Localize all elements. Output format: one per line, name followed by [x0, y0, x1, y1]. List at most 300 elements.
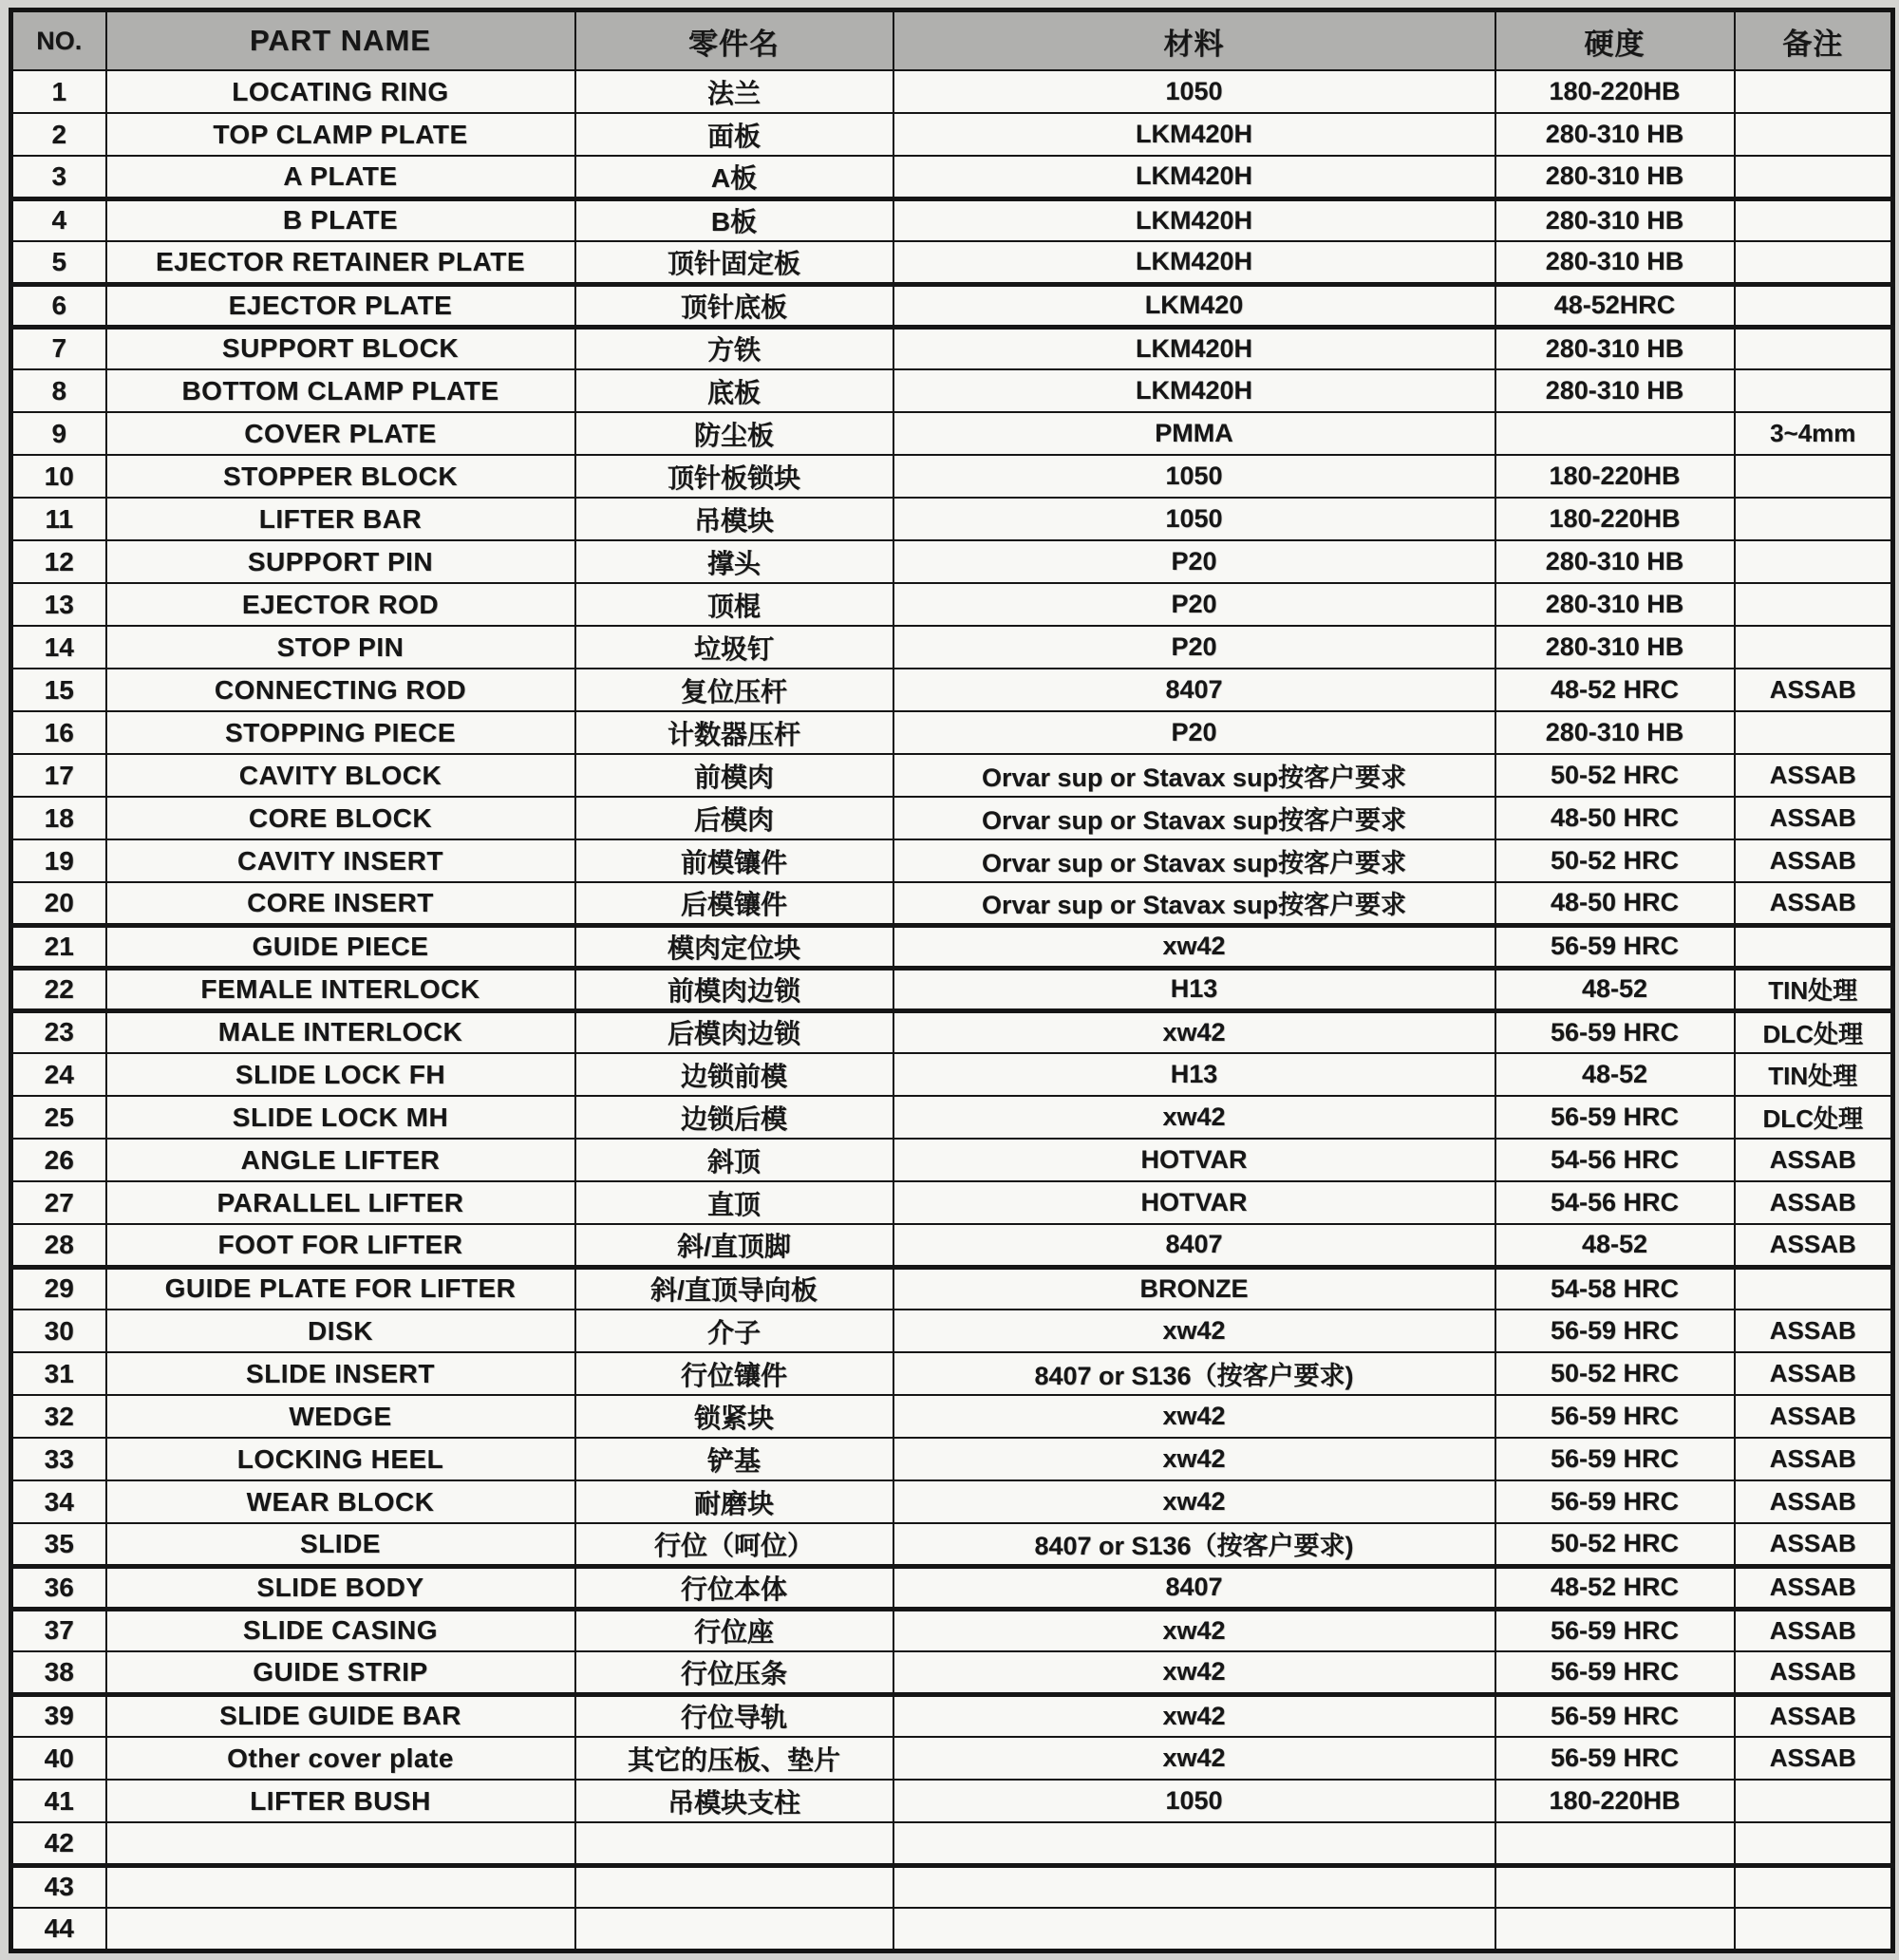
- cell-cn-name: 法兰: [575, 70, 893, 113]
- cell-hardness: 56-59 HRC: [1495, 1480, 1735, 1523]
- cell-remark: [1735, 156, 1893, 198]
- cell-hardness: 54-56 HRC: [1495, 1181, 1735, 1224]
- table-row: [11, 412, 1893, 455]
- cell-no: 44: [11, 1908, 106, 1951]
- cell-no: 28: [11, 1224, 106, 1267]
- table-row: [11, 1438, 1893, 1480]
- cell-cn-name: 锁紧块: [575, 1395, 893, 1438]
- table-row: [11, 1609, 1893, 1651]
- table-row: [11, 1780, 1893, 1822]
- cell-cn-name: [575, 1908, 893, 1951]
- cell-hardness: 48-50 HRC: [1495, 882, 1735, 925]
- cell-hardness: 180-220HB: [1495, 455, 1735, 498]
- cell-no: 6: [11, 284, 106, 327]
- cell-material: P20: [893, 711, 1495, 754]
- cell-material: P20: [893, 583, 1495, 626]
- cell-no: 20: [11, 882, 106, 925]
- cell-hardness: 280-310 HB: [1495, 626, 1735, 669]
- cell-part-name: EJECTOR ROD: [106, 583, 575, 626]
- table-row: [11, 284, 1893, 327]
- table-row: [11, 455, 1893, 498]
- table-row: [11, 754, 1893, 797]
- cell-no: 7: [11, 327, 106, 369]
- cell-part-name: GUIDE PLATE FOR LIFTER: [106, 1267, 575, 1310]
- table-row: [11, 1267, 1893, 1310]
- cell-remark: ASSAB: [1735, 1224, 1893, 1267]
- cell-hardness: 56-59 HRC: [1495, 1609, 1735, 1651]
- cell-part-name: GUIDE PIECE: [106, 925, 575, 968]
- cell-part-name: A PLATE: [106, 156, 575, 198]
- cell-remark: [1735, 455, 1893, 498]
- table-row: [11, 1822, 1893, 1865]
- cell-remark: [1735, 925, 1893, 968]
- cell-no: 24: [11, 1053, 106, 1096]
- cell-part-name: SUPPORT BLOCK: [106, 327, 575, 369]
- cell-part-name: CORE INSERT: [106, 882, 575, 925]
- cell-cn-name: 斜/直顶导向板: [575, 1267, 893, 1310]
- table-row: [11, 1694, 1893, 1737]
- cell-part-name: B PLATE: [106, 198, 575, 241]
- cell-remark: [1735, 198, 1893, 241]
- table-row: [11, 797, 1893, 839]
- cell-part-name: EJECTOR RETAINER PLATE: [106, 241, 575, 284]
- cell-part-name: SLIDE: [106, 1523, 575, 1566]
- cell-no: 39: [11, 1694, 106, 1737]
- cell-part-name: LOCKING HEEL: [106, 1438, 575, 1480]
- cell-hardness: 56-59 HRC: [1495, 925, 1735, 968]
- cell-hardness: 56-59 HRC: [1495, 1438, 1735, 1480]
- table-row: [11, 968, 1893, 1010]
- cell-remark: ASSAB: [1735, 1139, 1893, 1181]
- cell-part-name: BOTTOM CLAMP PLATE: [106, 369, 575, 412]
- cell-part-name: CAVITY INSERT: [106, 839, 575, 882]
- cell-material: 1050: [893, 498, 1495, 540]
- cell-remark: [1735, 540, 1893, 583]
- cell-no: 5: [11, 241, 106, 284]
- cell-part-name: CAVITY BLOCK: [106, 754, 575, 797]
- cell-part-name: SUPPORT PIN: [106, 540, 575, 583]
- cell-remark: ASSAB: [1735, 1480, 1893, 1523]
- cell-remark: ASSAB: [1735, 1566, 1893, 1609]
- cell-no: 23: [11, 1010, 106, 1053]
- cell-hardness: 48-52 HRC: [1495, 1566, 1735, 1609]
- table-row: [11, 839, 1893, 882]
- cell-cn-name: 行位压条: [575, 1651, 893, 1694]
- cell-part-name: SLIDE LOCK MH: [106, 1096, 575, 1139]
- cell-hardness: 280-310 HB: [1495, 198, 1735, 241]
- cell-cn-name: 面板: [575, 113, 893, 156]
- table-row: [11, 113, 1893, 156]
- cell-remark: [1735, 113, 1893, 156]
- cell-hardness: 280-310 HB: [1495, 369, 1735, 412]
- cell-part-name: SLIDE CASING: [106, 1609, 575, 1651]
- cell-hardness: 180-220HB: [1495, 70, 1735, 113]
- cell-material: H13: [893, 968, 1495, 1010]
- cell-hardness: [1495, 1908, 1735, 1951]
- cell-cn-name: 行位本体: [575, 1566, 893, 1609]
- cell-cn-name: 底板: [575, 369, 893, 412]
- cell-no: 43: [11, 1865, 106, 1908]
- header-no: NO.: [11, 10, 106, 71]
- cell-material: [893, 1865, 1495, 1908]
- table-row: [11, 1651, 1893, 1694]
- cell-remark: [1735, 1780, 1893, 1822]
- cell-part-name: MALE INTERLOCK: [106, 1010, 575, 1053]
- table-row: [11, 241, 1893, 284]
- cell-cn-name: 其它的压板、垫片: [575, 1737, 893, 1780]
- cell-cn-name: 行位座: [575, 1609, 893, 1651]
- cell-hardness: 50-52 HRC: [1495, 754, 1735, 797]
- cell-hardness: 280-310 HB: [1495, 327, 1735, 369]
- cell-part-name: WEDGE: [106, 1395, 575, 1438]
- cell-cn-name: 边锁前模: [575, 1053, 893, 1096]
- table-row: [11, 1352, 1893, 1395]
- cell-cn-name: 耐磨块: [575, 1480, 893, 1523]
- cell-material: xw42: [893, 1438, 1495, 1480]
- header-cn-name: 零件名: [575, 10, 893, 71]
- cell-remark: TIN处理: [1735, 1053, 1893, 1096]
- cell-cn-name: A板: [575, 156, 893, 198]
- cell-no: 21: [11, 925, 106, 968]
- cell-part-name: DISK: [106, 1310, 575, 1352]
- cell-remark: [1735, 284, 1893, 327]
- cell-remark: [1735, 498, 1893, 540]
- cell-no: 32: [11, 1395, 106, 1438]
- cell-remark: ASSAB: [1735, 882, 1893, 925]
- cell-part-name: SLIDE LOCK FH: [106, 1053, 575, 1096]
- cell-cn-name: 顶针板锁块: [575, 455, 893, 498]
- cell-part-name: SLIDE BODY: [106, 1566, 575, 1609]
- cell-no: 31: [11, 1352, 106, 1395]
- table-row: [11, 1181, 1893, 1224]
- table-row: [11, 70, 1893, 113]
- cell-material: xw42: [893, 925, 1495, 968]
- cell-cn-name: 吊模块支柱: [575, 1780, 893, 1822]
- cell-cn-name: 直顶: [575, 1181, 893, 1224]
- cell-cn-name: B板: [575, 198, 893, 241]
- cell-cn-name: 垃圾钉: [575, 626, 893, 669]
- cell-no: 16: [11, 711, 106, 754]
- cell-material: H13: [893, 1053, 1495, 1096]
- header-row: [11, 10, 1893, 71]
- cell-part-name: CORE BLOCK: [106, 797, 575, 839]
- cell-cn-name: 顶针底板: [575, 284, 893, 327]
- cell-material: 8407: [893, 669, 1495, 711]
- cell-cn-name: 前模镶件: [575, 839, 893, 882]
- cell-no: 8: [11, 369, 106, 412]
- cell-remark: DLC处理: [1735, 1096, 1893, 1139]
- table-row: [11, 1053, 1893, 1096]
- cell-hardness: 48-52: [1495, 968, 1735, 1010]
- cell-remark: [1735, 711, 1893, 754]
- parts-table: [9, 8, 1895, 1953]
- cell-hardness: 56-59 HRC: [1495, 1651, 1735, 1694]
- cell-material: LKM420H: [893, 156, 1495, 198]
- cell-cn-name: 复位压杆: [575, 669, 893, 711]
- cell-material: LKM420H: [893, 241, 1495, 284]
- table-row: [11, 626, 1893, 669]
- cell-part-name: GUIDE STRIP: [106, 1651, 575, 1694]
- cell-remark: [1735, 327, 1893, 369]
- cell-hardness: 54-58 HRC: [1495, 1267, 1735, 1310]
- cell-material: xw42: [893, 1480, 1495, 1523]
- cell-material: LKM420H: [893, 369, 1495, 412]
- cell-no: 13: [11, 583, 106, 626]
- table-row: [11, 498, 1893, 540]
- header-material: 材料: [893, 10, 1495, 71]
- cell-cn-name: 撑头: [575, 540, 893, 583]
- cell-remark: ASSAB: [1735, 797, 1893, 839]
- cell-material: LKM420H: [893, 327, 1495, 369]
- cell-hardness: 56-59 HRC: [1495, 1694, 1735, 1737]
- cell-hardness: 54-56 HRC: [1495, 1139, 1735, 1181]
- cell-part-name: SLIDE INSERT: [106, 1352, 575, 1395]
- cell-material: 1050: [893, 455, 1495, 498]
- cell-remark: [1735, 583, 1893, 626]
- scanned-sheet: [9, 8, 1890, 1953]
- cell-no: 3: [11, 156, 106, 198]
- cell-no: 2: [11, 113, 106, 156]
- cell-part-name: STOPPING PIECE: [106, 711, 575, 754]
- cell-cn-name: 边锁后模: [575, 1096, 893, 1139]
- cell-material: 1050: [893, 1780, 1495, 1822]
- cell-material: P20: [893, 540, 1495, 583]
- header-part-name: PART NAME: [106, 10, 575, 71]
- cell-no: 17: [11, 754, 106, 797]
- cell-cn-name: 模肉定位块: [575, 925, 893, 968]
- cell-cn-name: 后模肉边锁: [575, 1010, 893, 1053]
- cell-remark: TIN处理: [1735, 968, 1893, 1010]
- cell-material: [893, 1822, 1495, 1865]
- cell-remark: ASSAB: [1735, 1651, 1893, 1694]
- cell-part-name: [106, 1822, 575, 1865]
- table-row: [11, 1523, 1893, 1566]
- cell-no: 41: [11, 1780, 106, 1822]
- cell-remark: DLC处理: [1735, 1010, 1893, 1053]
- table-row: [11, 1310, 1893, 1352]
- cell-part-name: FEMALE INTERLOCK: [106, 968, 575, 1010]
- table-row: [11, 156, 1893, 198]
- cell-hardness: 280-310 HB: [1495, 583, 1735, 626]
- cell-hardness: 48-52: [1495, 1224, 1735, 1267]
- table-row: [11, 1737, 1893, 1780]
- cell-part-name: PARALLEL LIFTER: [106, 1181, 575, 1224]
- cell-remark: ASSAB: [1735, 1395, 1893, 1438]
- cell-remark: ASSAB: [1735, 1310, 1893, 1352]
- cell-material: HOTVAR: [893, 1139, 1495, 1181]
- cell-hardness: 48-50 HRC: [1495, 797, 1735, 839]
- cell-part-name: CONNECTING ROD: [106, 669, 575, 711]
- cell-cn-name: 前模肉: [575, 754, 893, 797]
- table-row: [11, 583, 1893, 626]
- cell-hardness: 180-220HB: [1495, 498, 1735, 540]
- table-row: [11, 711, 1893, 754]
- cell-no: 9: [11, 412, 106, 455]
- cell-remark: ASSAB: [1735, 1609, 1893, 1651]
- cell-no: 34: [11, 1480, 106, 1523]
- cell-material: HOTVAR: [893, 1181, 1495, 1224]
- cell-cn-name: 顶针固定板: [575, 241, 893, 284]
- header-hardness: 硬度: [1495, 10, 1735, 71]
- table-body: [11, 70, 1893, 1951]
- cell-material: Orvar sup or Stavax sup按客户要求: [893, 882, 1495, 925]
- cell-no: 30: [11, 1310, 106, 1352]
- cell-part-name: FOOT FOR LIFTER: [106, 1224, 575, 1267]
- cell-part-name: STOPPER BLOCK: [106, 455, 575, 498]
- cell-cn-name: 前模肉边锁: [575, 968, 893, 1010]
- cell-no: 25: [11, 1096, 106, 1139]
- cell-part-name: TOP CLAMP PLATE: [106, 113, 575, 156]
- cell-part-name: [106, 1865, 575, 1908]
- cell-hardness: 50-52 HRC: [1495, 839, 1735, 882]
- cell-no: 40: [11, 1737, 106, 1780]
- cell-remark: [1735, 1865, 1893, 1908]
- cell-cn-name: 斜顶: [575, 1139, 893, 1181]
- table-row: [11, 1865, 1893, 1908]
- cell-material: 8407 or S136（按客户要求): [893, 1523, 1495, 1566]
- cell-part-name: LIFTER BAR: [106, 498, 575, 540]
- cell-hardness: [1495, 1865, 1735, 1908]
- cell-no: 26: [11, 1139, 106, 1181]
- cell-hardness: 56-59 HRC: [1495, 1310, 1735, 1352]
- cell-remark: [1735, 70, 1893, 113]
- cell-cn-name: 防尘板: [575, 412, 893, 455]
- cell-cn-name: 后模肉: [575, 797, 893, 839]
- cell-material: Orvar sup or Stavax sup按客户要求: [893, 797, 1495, 839]
- cell-material: BRONZE: [893, 1267, 1495, 1310]
- table-row: [11, 540, 1893, 583]
- cell-hardness: [1495, 1822, 1735, 1865]
- cell-hardness: 50-52 HRC: [1495, 1352, 1735, 1395]
- cell-remark: [1735, 1267, 1893, 1310]
- cell-remark: [1735, 1822, 1893, 1865]
- cell-material: PMMA: [893, 412, 1495, 455]
- cell-material: Orvar sup or Stavax sup按客户要求: [893, 754, 1495, 797]
- cell-hardness: 50-52 HRC: [1495, 1523, 1735, 1566]
- table-row: [11, 1566, 1893, 1609]
- cell-part-name: LIFTER BUSH: [106, 1780, 575, 1822]
- cell-no: 22: [11, 968, 106, 1010]
- table-row: [11, 1096, 1893, 1139]
- cell-no: 14: [11, 626, 106, 669]
- cell-cn-name: 斜/直顶脚: [575, 1224, 893, 1267]
- cell-hardness: 48-52HRC: [1495, 284, 1735, 327]
- cell-remark: ASSAB: [1735, 754, 1893, 797]
- table-row: [11, 1908, 1893, 1951]
- table-row: [11, 369, 1893, 412]
- cell-hardness: 56-59 HRC: [1495, 1096, 1735, 1139]
- cell-remark: ASSAB: [1735, 1352, 1893, 1395]
- cell-no: 1: [11, 70, 106, 113]
- cell-material: P20: [893, 626, 1495, 669]
- cell-remark: [1735, 626, 1893, 669]
- cell-no: 11: [11, 498, 106, 540]
- cell-cn-name: 介子: [575, 1310, 893, 1352]
- cell-no: 4: [11, 198, 106, 241]
- cell-no: 12: [11, 540, 106, 583]
- cell-material: xw42: [893, 1310, 1495, 1352]
- cell-no: 35: [11, 1523, 106, 1566]
- cell-material: xw42: [893, 1737, 1495, 1780]
- cell-cn-name: 吊模块: [575, 498, 893, 540]
- table-row: [11, 327, 1893, 369]
- cell-hardness: [1495, 412, 1735, 455]
- cell-hardness: 180-220HB: [1495, 1780, 1735, 1822]
- cell-hardness: 280-310 HB: [1495, 540, 1735, 583]
- cell-material: xw42: [893, 1651, 1495, 1694]
- cell-no: 19: [11, 839, 106, 882]
- cell-no: 10: [11, 455, 106, 498]
- cell-material: Orvar sup or Stavax sup按客户要求: [893, 839, 1495, 882]
- cell-no: 33: [11, 1438, 106, 1480]
- cell-cn-name: 方铁: [575, 327, 893, 369]
- cell-remark: ASSAB: [1735, 839, 1893, 882]
- cell-hardness: 48-52 HRC: [1495, 669, 1735, 711]
- cell-hardness: 48-52: [1495, 1053, 1735, 1096]
- cell-material: LKM420H: [893, 198, 1495, 241]
- table-row: [11, 1139, 1893, 1181]
- cell-remark: ASSAB: [1735, 1181, 1893, 1224]
- cell-cn-name: 后模镶件: [575, 882, 893, 925]
- cell-material: xw42: [893, 1010, 1495, 1053]
- cell-hardness: 280-310 HB: [1495, 156, 1735, 198]
- table-row: [11, 1010, 1893, 1053]
- table-row: [11, 925, 1893, 968]
- cell-part-name: WEAR BLOCK: [106, 1480, 575, 1523]
- cell-remark: [1735, 1908, 1893, 1951]
- cell-part-name: EJECTOR PLATE: [106, 284, 575, 327]
- cell-cn-name: 行位导轨: [575, 1694, 893, 1737]
- table-row: [11, 1480, 1893, 1523]
- cell-cn-name: 行位镶件: [575, 1352, 893, 1395]
- table-row: [11, 882, 1893, 925]
- cell-part-name: ANGLE LIFTER: [106, 1139, 575, 1181]
- table-row: [11, 669, 1893, 711]
- cell-material: LKM420H: [893, 113, 1495, 156]
- cell-material: xw42: [893, 1096, 1495, 1139]
- cell-cn-name: 顶棍: [575, 583, 893, 626]
- cell-remark: ASSAB: [1735, 669, 1893, 711]
- cell-hardness: 280-310 HB: [1495, 113, 1735, 156]
- cell-material: xw42: [893, 1694, 1495, 1737]
- cell-remark: ASSAB: [1735, 1694, 1893, 1737]
- cell-no: 36: [11, 1566, 106, 1609]
- header-remark: 备注: [1735, 10, 1893, 71]
- cell-no: 15: [11, 669, 106, 711]
- cell-part-name: [106, 1908, 575, 1951]
- cell-material: xw42: [893, 1395, 1495, 1438]
- table-row: [11, 1395, 1893, 1438]
- cell-material: 8407 or S136（按客户要求): [893, 1352, 1495, 1395]
- cell-no: 29: [11, 1267, 106, 1310]
- cell-no: 42: [11, 1822, 106, 1865]
- cell-hardness: 280-310 HB: [1495, 241, 1735, 284]
- cell-material: xw42: [893, 1609, 1495, 1651]
- cell-cn-name: 计数器压杆: [575, 711, 893, 754]
- cell-hardness: 56-59 HRC: [1495, 1395, 1735, 1438]
- cell-material: 8407: [893, 1224, 1495, 1267]
- cell-remark: ASSAB: [1735, 1438, 1893, 1480]
- table-row: [11, 1224, 1893, 1267]
- cell-material: 8407: [893, 1566, 1495, 1609]
- cell-remark: [1735, 241, 1893, 284]
- cell-no: 37: [11, 1609, 106, 1651]
- cell-hardness: 56-59 HRC: [1495, 1010, 1735, 1053]
- cell-material: [893, 1908, 1495, 1951]
- cell-hardness: 56-59 HRC: [1495, 1737, 1735, 1780]
- cell-remark: 3~4mm: [1735, 412, 1893, 455]
- cell-cn-name: [575, 1822, 893, 1865]
